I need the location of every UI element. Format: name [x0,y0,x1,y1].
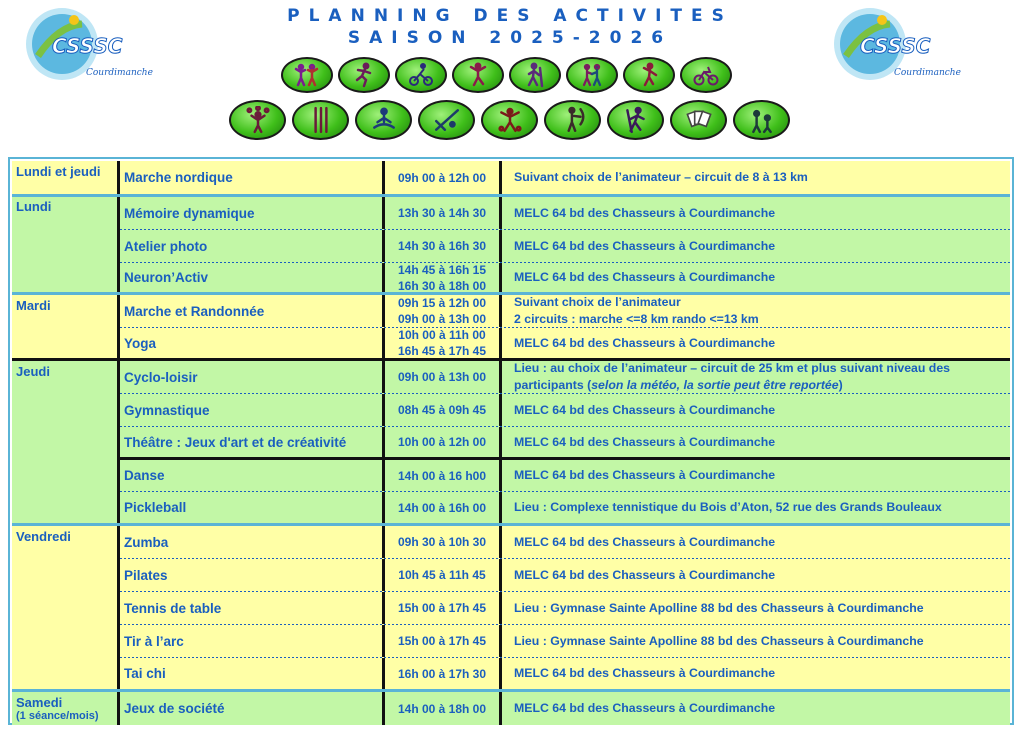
day-lundi-jeudi: Lundi et jeudi [12,161,120,194]
table-row [120,263,1010,292]
location: MELC 64 bd des Chasseurs à Courdimanche [514,534,776,549]
activity-name: Gymnastique [120,394,385,426]
activity-name: Pickleball [120,492,385,523]
activity-name: Marche nordique [120,161,385,194]
walker-icon [509,57,561,93]
csssc-logo-left [18,6,158,82]
location: MELC 64 bd des Chasseurs à Courdimanche [514,468,776,482]
activity-name: Tir à l’arc [120,625,385,657]
nordic-walking-icon [292,100,349,140]
location: MELC 64 bd des Chasseurs à Courdimanche [514,666,776,680]
activity-name: Atelier photo [120,230,385,262]
activity-name: Mémoire dynamique [120,197,385,229]
location: MELC 64 bd des Chasseurs à Courdimanche [514,238,776,253]
location: MELC 64 bd des Chasseurs à Courdimanche [514,434,776,449]
activity-name: Neuron’Activ [120,263,385,292]
activity-icons-row-2 [229,100,790,140]
table-row [120,625,1010,659]
activity-name: Tennis de table [120,592,385,624]
location: MELC 64 bd des Chasseurs à Courdimanche [514,335,776,350]
time-slot: 14h 45 à 16h 15 16h 30 à 18h 00 [385,263,502,292]
time-slot: 10h 45 à 11h 45 [385,559,502,591]
activity-name: Pilates [120,559,385,591]
location: MELC 64 bd des Chasseurs à Courdimanche [514,567,776,582]
location: MELC 64 bd des Chasseurs à Courdimanche [514,402,776,417]
table-row [120,197,1010,231]
logo-text: CSSSC [860,34,931,58]
juggler-icon [229,100,286,140]
location: Lieu : Gymnase Sainte Apolline 88 bd des Chasseurs à Courdimanche [514,633,924,648]
gymnast-icon [452,57,504,93]
time-slot: 14h 30 à 16h 30 [385,230,502,262]
location: MELC 64 bd des Chasseurs à Courdimanche [514,205,776,220]
planning-table [8,157,1014,725]
csssc-logo-right [826,6,966,82]
table-row [120,161,1010,194]
table-row [120,394,1010,428]
time-slot: 15h 00 à 17h 45 [385,592,502,624]
bicycle-icon [680,57,732,93]
time-slot: 15h 00 à 17h 45 [385,625,502,657]
meditation-icon [355,100,412,140]
table-row [120,526,1010,560]
logo-text: CSSSC [52,34,123,58]
hiker-icon [607,100,664,140]
runner-icon [338,57,390,93]
table-row [120,230,1010,264]
time-slot: 09h 30 à 10h 30 [385,526,502,558]
table-row [120,658,1010,689]
day-mardi: Mardi [12,295,120,358]
day-samedi: Samedi (1 séance/mois) [12,692,120,725]
page-title: PLANNING DES ACTIVITES [287,6,733,26]
logo-subtext: Courdimanche [86,68,153,78]
cheerleader-icon [481,100,538,140]
table-row [120,328,1010,358]
group-dance-icon [281,57,333,93]
cyclist-icon [395,57,447,93]
time-slot: 09h 15 à 12h 00 09h 00 à 13h 00 [385,295,502,327]
activity-name: Cyclo-loisir [120,361,385,393]
archer-icon [544,100,601,140]
table-row [120,460,1010,493]
day-jeudi: Jeudi [12,361,120,523]
table-row [120,492,1010,523]
activity-name: Danse [120,460,385,491]
activity-name: Tai chi [120,658,385,689]
time-slot: 16h 00 à 17h 30 [385,658,502,689]
location: Suivant choix de l’animateur 2 circuits : marche <=8 km rando <=13 km [514,295,759,326]
activity-name: Théâtre : Jeux d'art et de créativité [120,427,385,457]
activity-name: Zumba [120,526,385,558]
time-slot: 14h 00 à 16 h00 [385,460,502,491]
table-row [120,592,1010,626]
time-slot: 09h 00 à 13h 00 [385,361,502,393]
logo-subtext: Courdimanche [894,68,961,78]
activity-name: Marche et Randonnée [120,295,385,327]
time-slot: 08h 45 à 09h 45 [385,394,502,426]
table-row [120,295,1010,329]
dancers-icon [566,57,618,93]
table-row [120,692,1010,725]
location: Lieu : Gymnase Sainte Apolline 88 bd des Chasseurs à Courdimanche [514,600,924,615]
location: Lieu : Complexe tennistique du Bois d’Aton, 52 rue des Grands Bouleaux [514,500,942,514]
activity-name: Yoga [120,328,385,358]
time-slot: 10h 00 à 12h 00 [385,427,502,457]
fitness-icon [623,57,675,93]
location: MELC 64 bd des Chasseurs à Courdimanche [514,270,776,284]
cards-icon [670,100,727,140]
pingpong-icon [418,100,475,140]
time-slot: 13h 30 à 14h 30 [385,197,502,229]
activity-name: Jeux de société [120,692,385,725]
time-slot: 14h 00 à 18h 00 [385,692,502,725]
board-game-icon [733,100,790,140]
location: MELC 64 bd des Chasseurs à Courdimanche [514,701,776,715]
table-row [120,559,1010,593]
time-slot: 09h 00 à 12h 00 [385,161,502,194]
table-row [120,361,1010,395]
time-slot: 14h 00 à 16h 00 [385,492,502,523]
day-vendredi: Vendredi [12,526,120,689]
time-slot: 10h 00 à 11h 00 16h 45 à 17h 45 [385,328,502,358]
location: Lieu : au choix de l’animateur – circuit de 25 km et plus suivant niveau des participants (selon la météo, la sortie peut être reportée) [514,361,950,392]
day-lundi: Lundi [12,196,120,292]
activity-icons-row-1 [281,57,732,93]
season-title: SAISON 2025-2026 [347,28,673,48]
table-row [120,427,1010,457]
location: Suivant choix de l’animateur – circuit de 8 à 13 km [514,170,808,184]
